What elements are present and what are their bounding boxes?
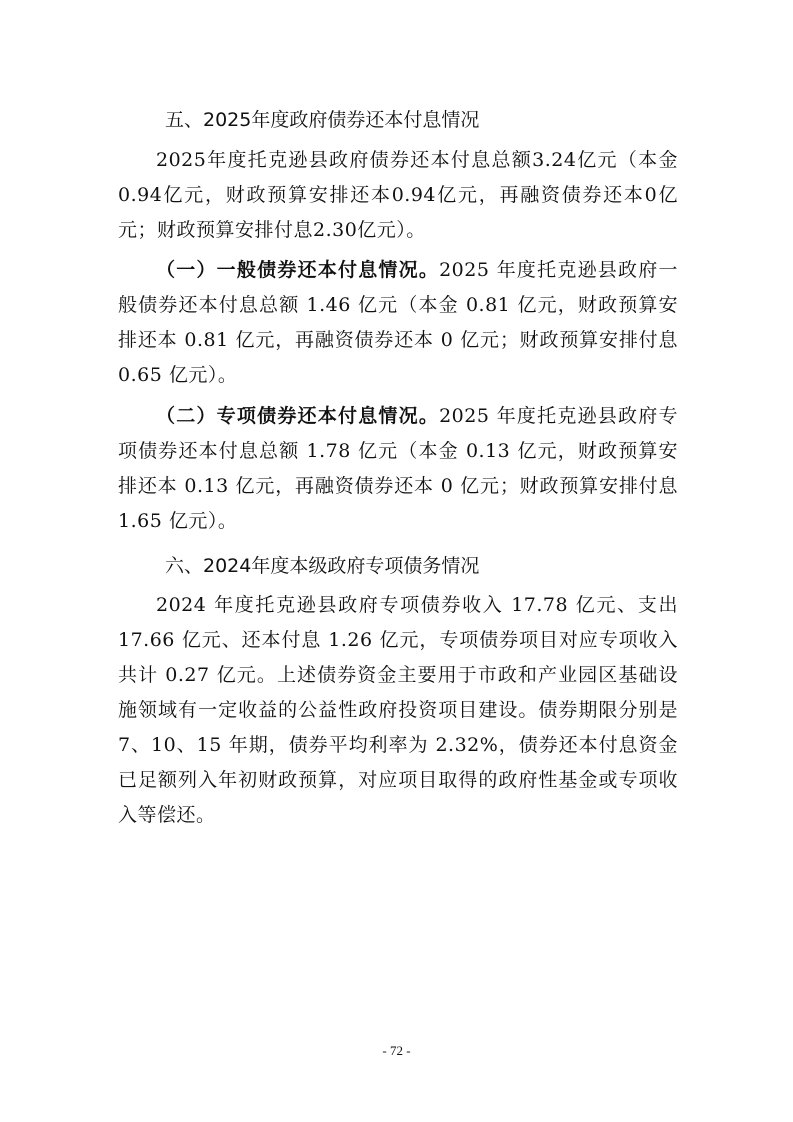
general-bond-text: 2025 年度托克逊县政府一般债券还本付息总额 1.46 亿元（本金 0.81 亿元，财政预算安排还本 0.81 亿元，再融资债券还本 0 亿元；财政预算安排付息 0.65 亿元）。	[118, 259, 678, 386]
section-5-summary: 2025年度托克逊县政府债券还本付息总额3.24亿元（本金0.94亿元，财政预算安排还本0.94亿元，再融资债券还本0亿元；财政预算安排付息2.30亿元）。	[118, 149, 678, 241]
section-6-heading: 六、2024年度本级政府专项债务情况	[165, 555, 480, 577]
section-6-text: 2024 年度托克逊县政府专项债券收入 17.78 亿元、支出 17.66 亿元、还本付息 1.26 亿元，专项债券项目对应专项收入共计 0.27 亿元。上述债券资金主要用于市政和产业园区基础设施领域有一定收益的公益性政府投资项目建设。债券期限分别是 7、10、15 年期，债券平均利率为 2.32%，债券还本付息资金已足额列入年初财政预算，对应项目取得的政府性基金或专项收入等偿还。	[118, 594, 678, 826]
general-bond-title: （一）一般债券还本付息情况。	[156, 259, 440, 281]
special-bond-title: （二）专项债券还本付息情况。	[156, 405, 440, 427]
page-number: - 72 -	[382, 1043, 411, 1058]
general-bond-paragraph	[118, 253, 678, 393]
special-bond-text: 2025 年度托克逊县政府专项债券还本付息总额 1.78 亿元（本金 0.13 亿元，财政预算安排还本 0.13 亿元，再融资债券还本 0 亿元；财政预算安排付息 1.65 亿元）。	[118, 405, 678, 532]
special-bond-paragraph	[118, 399, 678, 539]
section-5-heading: 五、2025年度政府债券还本付息情况	[165, 109, 480, 131]
